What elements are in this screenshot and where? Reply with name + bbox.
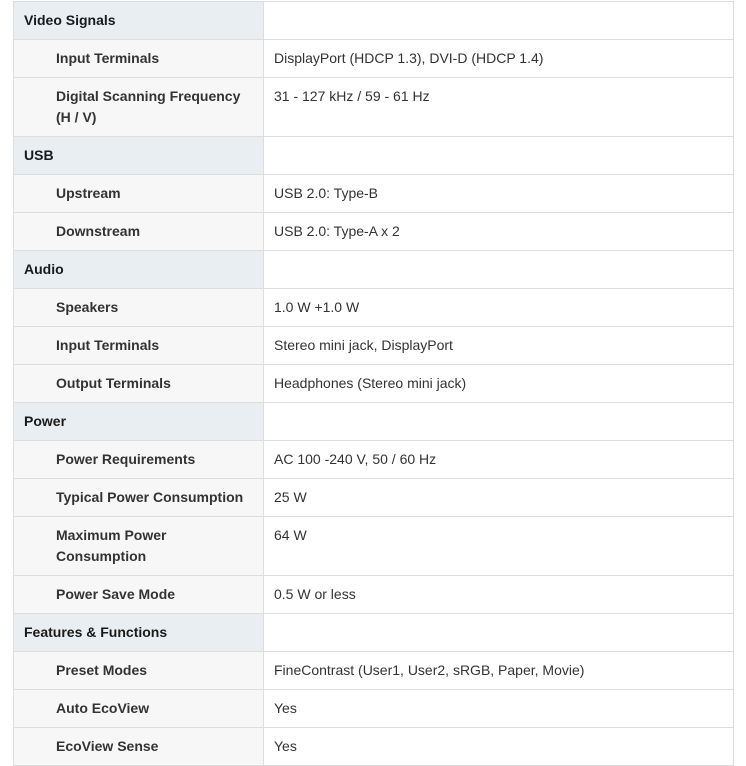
spec-label: Maximum Power Consumption bbox=[14, 517, 264, 576]
spec-value: 64 W bbox=[264, 517, 734, 576]
spec-label: Typical Power Consumption bbox=[14, 479, 264, 517]
spec-label: Digital Scanning Frequency (H / V) bbox=[14, 78, 264, 137]
spec-label: Power Requirements bbox=[14, 441, 264, 479]
section-row-power bbox=[14, 403, 734, 441]
spec-label: Downstream bbox=[14, 213, 264, 251]
spec-value: 25 W bbox=[264, 479, 734, 517]
section-row-features-functions bbox=[14, 614, 734, 652]
spec-row bbox=[14, 175, 734, 213]
spec-label: Speakers bbox=[14, 289, 264, 327]
spec-value: 31 - 127 kHz / 59 - 61 Hz bbox=[264, 78, 734, 137]
spec-row bbox=[14, 690, 734, 728]
spec-label: Input Terminals bbox=[14, 40, 264, 78]
spec-value: USB 2.0: Type-B bbox=[264, 175, 734, 213]
spec-value: Yes bbox=[264, 728, 734, 766]
section-row-video-signals bbox=[14, 2, 734, 40]
spec-row bbox=[14, 576, 734, 614]
section-blank bbox=[264, 251, 734, 289]
section-blank bbox=[264, 614, 734, 652]
spec-value: DisplayPort (HDCP 1.3), DVI-D (HDCP 1.4) bbox=[264, 40, 734, 78]
spec-row bbox=[14, 40, 734, 78]
spec-row bbox=[14, 327, 734, 365]
section-title: Power bbox=[14, 403, 264, 441]
spec-value: Stereo mini jack, DisplayPort bbox=[264, 327, 734, 365]
spec-row bbox=[14, 728, 734, 766]
spec-value: 1.0 W +1.0 W bbox=[264, 289, 734, 327]
spec-row bbox=[14, 289, 734, 327]
spec-value: USB 2.0: Type-A x 2 bbox=[264, 213, 734, 251]
spec-row bbox=[14, 652, 734, 690]
spec-row bbox=[14, 479, 734, 517]
spec-value: Headphones (Stereo mini jack) bbox=[264, 365, 734, 403]
section-row-usb bbox=[14, 137, 734, 175]
spec-table bbox=[13, 1, 734, 766]
section-blank bbox=[264, 2, 734, 40]
section-title: Features & Functions bbox=[14, 614, 264, 652]
spec-label: Power Save Mode bbox=[14, 576, 264, 614]
spec-row bbox=[14, 517, 734, 576]
spec-row bbox=[14, 78, 734, 137]
section-blank bbox=[264, 137, 734, 175]
spec-label: EcoView Sense bbox=[14, 728, 264, 766]
section-row-audio bbox=[14, 251, 734, 289]
spec-label: Output Terminals bbox=[14, 365, 264, 403]
spec-row bbox=[14, 213, 734, 251]
spec-row bbox=[14, 441, 734, 479]
spec-value: 0.5 W or less bbox=[264, 576, 734, 614]
spec-label: Input Terminals bbox=[14, 327, 264, 365]
section-title: Video Signals bbox=[14, 2, 264, 40]
spec-row bbox=[14, 365, 734, 403]
spec-label: Upstream bbox=[14, 175, 264, 213]
spec-value: Yes bbox=[264, 690, 734, 728]
spec-label: Preset Modes bbox=[14, 652, 264, 690]
section-title: USB bbox=[14, 137, 264, 175]
spec-value: FineContrast (User1, User2, sRGB, Paper, Movie) bbox=[264, 652, 734, 690]
section-blank bbox=[264, 403, 734, 441]
spec-label: Auto EcoView bbox=[14, 690, 264, 728]
section-title: Audio bbox=[14, 251, 264, 289]
spec-value: AC 100 -240 V, 50 / 60 Hz bbox=[264, 441, 734, 479]
